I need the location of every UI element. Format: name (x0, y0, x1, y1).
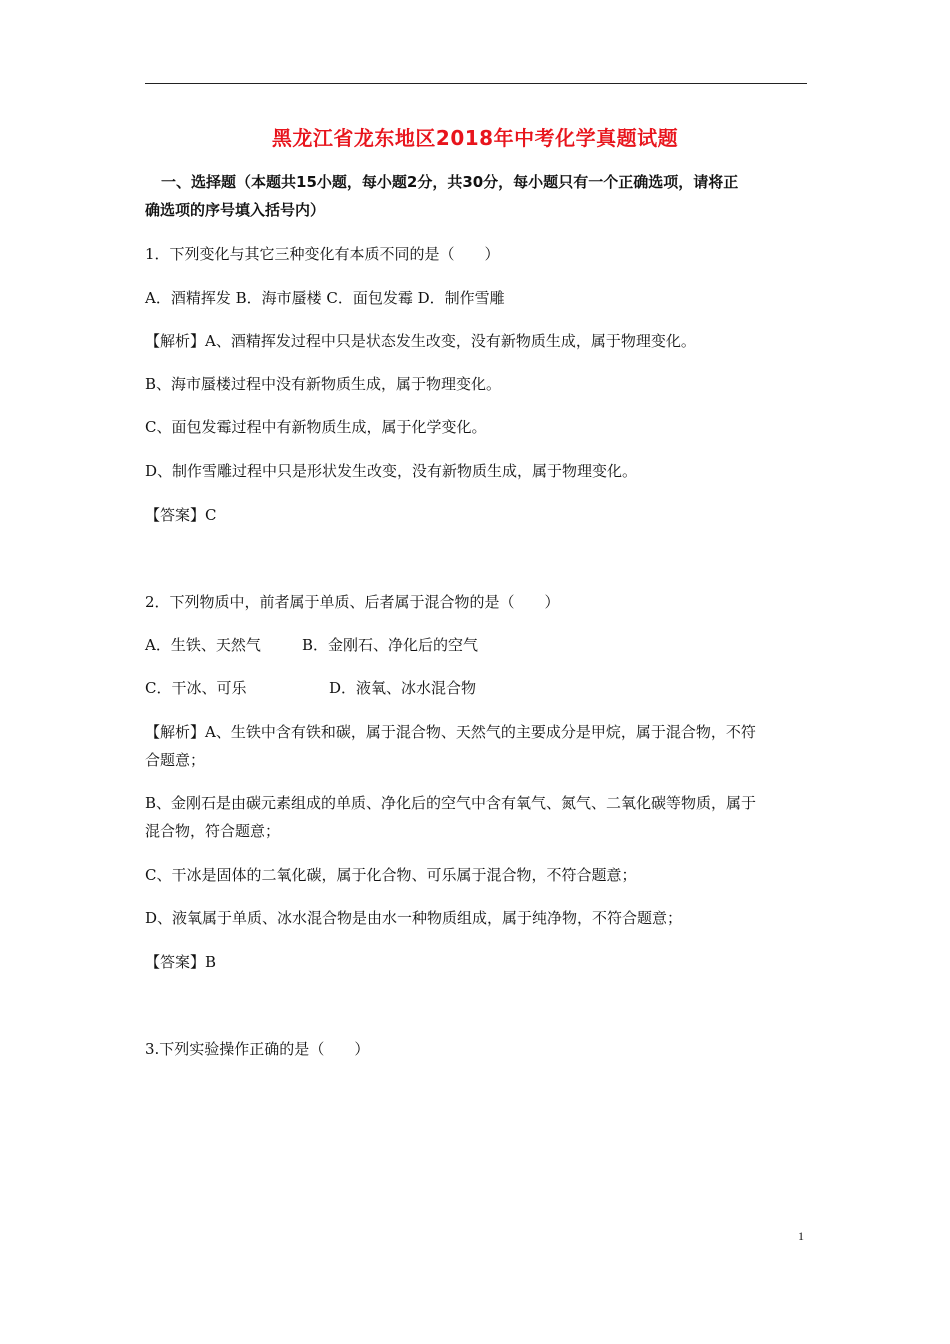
q2-analysis-a-line-2: 合题意； (145, 751, 206, 769)
q2-analysis-d: D、液氧属于单质、冰水混合物是由水一种物质组成，属于纯净物，不符合题意； (145, 909, 683, 927)
q2-option-a: A．生铁、天然气 (145, 636, 261, 654)
q1-analysis-c: C、面包发霉过程中有新物质生成，属于化学变化。 (145, 418, 487, 436)
q2-options-row-1 (145, 634, 478, 655)
q2-analysis-a-line-1: 【解析】A、生铁中含有铁和碳，属于混合物、天然气的主要成分是甲烷，属于混合物，不符 (145, 723, 756, 741)
q2-stem: 2．下列物质中，前者属于单质、后者属于混合物的是（ ） (145, 593, 560, 611)
q1-analysis-a: 【解析】A、酒精挥发过程中只是状态发生改变，没有新物质生成，属于物理变化。 (145, 332, 696, 350)
q2-option-c: C．干冰、可乐 (145, 679, 247, 697)
q1-analysis-d: D、制作雪雕过程中只是形状发生改变，没有新物质生成，属于物理变化。 (145, 462, 638, 480)
section-heading-line-2: 确选项的序号填入括号内） (145, 201, 326, 219)
q1-stem: 1．下列变化与其它三种变化有本质不同的是（ ） (145, 245, 500, 263)
section-heading-line-1: 一、选择题（本题共15小题，每小题2分，共30分，每小题只有一个正确选项，请将正 (161, 173, 739, 191)
section-heading (145, 168, 807, 224)
q2-option-b: B．金刚石、净化后的空气 (302, 636, 479, 654)
q1-analysis-b: B、海市蜃楼过程中没有新物质生成，属于物理变化。 (145, 375, 502, 393)
document-title: 黑龙江省龙东地区2018年中考化学真题试题 (271, 126, 679, 150)
q2-answer: 【答案】B (145, 953, 217, 971)
q2-options-row-2 (145, 677, 476, 698)
q2-analysis-b-line-1: B、金刚石是由碳元素组成的单质、净化后的空气中含有氧气、氮气、二氧化碳等物质，属于 (145, 794, 757, 812)
header-rule (145, 83, 807, 84)
q3-stem: 3.下列实验操作正确的是（ ） (145, 1040, 370, 1058)
q2-analysis-c: C、干冰是固体的二氧化碳，属于化合物、可乐属于混合物，不符合题意； (145, 866, 637, 884)
q2-option-d: D．液氧、冰水混合物 (329, 679, 477, 697)
page-number: 1 (798, 1229, 804, 1243)
q1-options: A．酒精挥发 B．海市蜃楼 C．面包发霉 D．制作雪雕 (145, 289, 505, 307)
q2-analysis-b-line-2: 混合物，符合题意； (145, 822, 281, 840)
q1-answer: 【答案】C (145, 506, 217, 524)
